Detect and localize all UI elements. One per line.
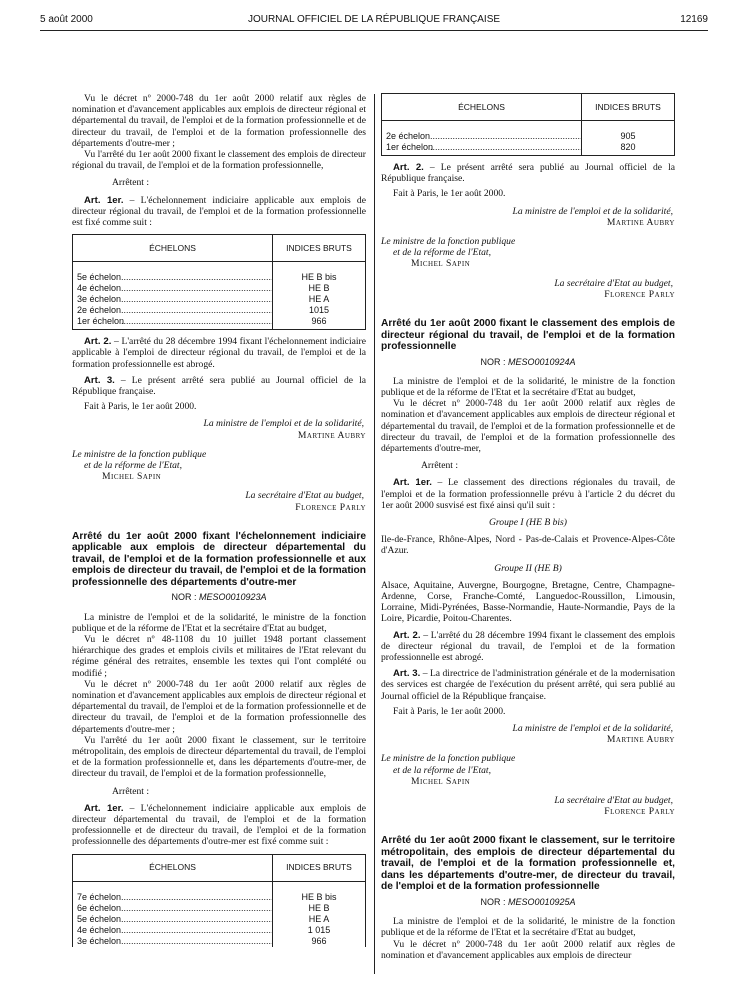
- paragraph: Vu le décret nº 2000-748 du 1er août 2000 relatif aux règles de nomination et d'avancement applicables aux emplois de directeur régional et départemental du travail, de l'emploi et de la formation professionnelle et de directeur du travail, de l'emploi et de la formation professionnelle des départements d'outre-mer ;: [72, 93, 366, 149]
- table-row: [73, 305, 366, 316]
- header-page-number: 12169: [680, 14, 708, 25]
- echelon-table-2-continued: [381, 93, 675, 156]
- paragraph: La ministre de l'emploi et de la solidarité, le ministre de la fonction publique et de la réforme de l'Etat et la secrétaire d'Etat au budget,: [72, 611, 366, 634]
- echelon-table-1: [72, 234, 366, 330]
- signatory-role: et de la réforme de l'Etat,: [393, 764, 491, 776]
- table-cell: HE A: [273, 294, 366, 305]
- article-text: – L'arrêté du 28 décembre 1994 fixant l'échelonnement indiciaire applicable à l'emploi de directeur régional du travail, de l'emploi et de la formation professionnelle est abrogé.: [72, 336, 366, 370]
- paragraph: Vu le décret nº 2000-748 du 1er août 2000 relatif aux règles de nomination et d'avancement applicables aux emplois de directeur régional et départemental du travail, de l'emploi et de la formation professionnelle et de directeur du travail, de l'emploi et de la formation professionnelle des départements d'outre-mer ;: [72, 678, 366, 735]
- table-cell: 2e échelon .....: [73, 305, 273, 316]
- nor-reference: NOR : MESO0010923A: [171, 592, 267, 603]
- article-label: Art. 1er.: [84, 802, 124, 814]
- signatory-role: La secrétaire d'Etat au budget,: [245, 490, 364, 502]
- signatory-role: La secrétaire d'Etat au budget,: [554, 795, 673, 807]
- article-text: – Le présent arrêté sera publié au Journal officiel de la République française.: [381, 162, 675, 185]
- paragraph: Vu le décret nº 48-1108 du 10 juillet 1948 portant classement hiérarchique des grades et emplois civils et militaires de l'Etat relevant du régime général des retraites, ensemble les textes qui l'ont complété ou modifié ;: [72, 633, 366, 679]
- article: [381, 477, 675, 511]
- table-row: [382, 121, 675, 143]
- signatures: [381, 723, 675, 817]
- article-text: – Le classement des directions régionales du travail, de l'emploi et de la formation professionnelle prévu à l'article 2 du décret du 1er août 2000 susvisé est fixé ainsi qu'il suit :: [381, 477, 675, 511]
- signatory-name: Florence Parly: [604, 288, 675, 300]
- group-list: Alsace, Aquitaine, Auvergne, Bourgogne, Bretagne, Centre, Champagne-Ardenne, Corse, Franche-Comté, Languedoc-Roussillon, Limousin, Lorraine, Midi-Pyrénées, Basse-Normandie, Haute-Normandie, Pays de la Loire, Picardie, Poitou-Charentes.: [381, 579, 675, 625]
- table-header: ÉCHELONS: [73, 854, 273, 881]
- signatures: [72, 418, 366, 512]
- group-heading: Groupe II (HE B): [494, 562, 562, 574]
- signatory-role: La ministre de l'emploi et de la solidarité,: [512, 205, 673, 217]
- table-row: [382, 142, 675, 156]
- paragraph: La ministre de l'emploi et de la solidarité, le ministre de la fonction publique et de la réforme de l'Etat et la secrétaire d'Etat au budget,: [381, 916, 675, 939]
- article: [72, 803, 366, 848]
- table-header: INDICES BRUTS: [273, 235, 366, 262]
- table-cell: HE B: [273, 903, 366, 914]
- nor-reference: NOR : MESO0010925A: [480, 896, 576, 907]
- header-journal-title: JOURNAL OFFICIEL DE LA RÉPUBLIQUE FRANÇAISE: [247, 14, 501, 25]
- article: [381, 162, 675, 184]
- group-heading: Groupe I (HE B bis): [489, 516, 567, 528]
- signatory-role: Le ministre de la fonction publique: [381, 753, 516, 765]
- arretent: Arrêtent :: [112, 177, 150, 189]
- paragraph: Vu l'arrêté du 1er août 2000 fixant le classement des emplois de directeur régional du travail, de l'emploi et de la formation professionnelle,: [72, 149, 366, 172]
- table-cell: HE A: [273, 914, 366, 925]
- table-row: [73, 914, 366, 925]
- header-date: 5 août 2000: [40, 14, 93, 25]
- article-label: Art. 2.: [393, 629, 421, 641]
- article-label: Art. 3.: [393, 668, 421, 680]
- article-label: Art. 2.: [393, 162, 424, 173]
- right-column: [381, 93, 675, 961]
- decree-title: Arrêté du 1er août 2000 fixant l'échelonnement indiciaire applicable aux emplois de directeur départemental du travail, de l'emploi et de la formation professionnelle et aux emplois de directeur du travail, de l'emploi et de la formation professionnelle des départements d'outre-mer: [72, 530, 366, 588]
- date-line: Fait à Paris, le 1er août 2000.: [84, 401, 197, 413]
- article-text: – Le présent arrêté sera publié au Journal officiel de la République française.: [72, 374, 366, 398]
- column-separator: [374, 94, 375, 974]
- group-list: Ile-de-France, Rhône-Alpes, Nord - Pas-de-Calais et Provence-Alpes-Côte d'Azur.: [381, 534, 675, 557]
- left-column: [72, 93, 366, 953]
- signatory-name: Martine Aubry: [606, 734, 675, 746]
- table-cell: 820: [582, 142, 675, 156]
- article: [72, 195, 366, 229]
- signatory-role: La secrétaire d'Etat au budget,: [554, 277, 673, 289]
- signatory-role: Le ministre de la fonction publique: [72, 448, 207, 460]
- signatory-role: La ministre de l'emploi et de la solidarité,: [203, 418, 364, 430]
- article-text: – L'échelonnement indiciaire applicable aux emplois de directeur régional du travail, de l'emploi et de la formation professionnelle est fixé comme suit :: [72, 194, 366, 229]
- table-cell: HE B bis: [273, 262, 366, 284]
- table-row: [73, 936, 366, 947]
- article-text: – La directrice de l'administration générale et de la modernisation des services est chargée de l'exécution du présent arrêté, qui sera publié au Journal officiel de la République française.: [381, 668, 675, 702]
- paragraph: Vu le décret nº 2000-748 du 1er août 2000 relatif aux règles de nomination et d'avancement applicables aux emplois de directeur: [381, 938, 675, 961]
- table-row: [73, 316, 366, 330]
- table-row: [73, 294, 366, 305]
- table-cell: 1er échelon .....: [73, 316, 273, 330]
- signatory-role: Le ministre de la fonction publique: [381, 236, 516, 248]
- table-row: [73, 925, 366, 936]
- article-text: – L'échelonnement indiciaire applicable aux emplois de directeur départemental du travail, de l'emploi et de la formation professionnelle et de directeur du travail, de l'emploi et de la formation professionnelle des départements d'outre-mer est fixé comme suit :: [72, 802, 366, 848]
- table-cell: 1015: [273, 305, 366, 316]
- article-label: Art. 3.: [84, 374, 115, 386]
- article-text: – L'arrêté du 28 décembre 1994 fixant le classement des emplois de directeur régional du travail, de l'emploi et de la formation professionnelle est abrogé.: [381, 629, 675, 663]
- page-header: [40, 14, 708, 28]
- article: [72, 336, 366, 370]
- table-cell: HE B bis: [273, 881, 366, 903]
- table-cell: HE B: [273, 283, 366, 294]
- table-cell: 1 015: [273, 925, 366, 936]
- article-label: Art. 2.: [84, 336, 112, 348]
- article-label: Art. 1er.: [393, 477, 432, 489]
- article: [381, 630, 675, 664]
- table-header: INDICES BRUTS: [273, 854, 366, 881]
- table-cell: 6e échelon .....: [73, 903, 273, 914]
- signatory-name: Michel Sapin: [102, 471, 162, 483]
- table-header: INDICES BRUTS: [582, 94, 675, 121]
- signatory-name: Michel Sapin: [411, 258, 471, 270]
- signatory-role: La ministre de l'emploi et de la solidarité,: [512, 723, 673, 735]
- echelon-table-2: [72, 854, 366, 947]
- article: [381, 668, 675, 702]
- decree-title: Arrêté du 1er août 2000 fixant le classement, sur le territoire métropolitain, des emplois de directeur départemental du travail, de l'emploi et de la formation professionnelle et, dans les départements d'outre-mer, de directeur du travail, de l'emploi et de la formation professionnelle: [381, 835, 675, 893]
- table-cell: 3e échelon .....: [73, 294, 273, 305]
- signatory-role: et de la réforme de l'Etat,: [393, 247, 491, 259]
- table-cell: 4e échelon .....: [73, 925, 273, 936]
- table-cell: 966: [273, 316, 366, 330]
- signatory-name: Florence Parly: [604, 806, 675, 818]
- signatory-name: Michel Sapin: [411, 775, 471, 787]
- table-row: [73, 881, 366, 903]
- table-header: ÉCHELONS: [73, 235, 273, 262]
- signatory-name: Martine Aubry: [297, 429, 366, 441]
- table-header: ÉCHELONS: [382, 94, 582, 121]
- table-row: [73, 283, 366, 294]
- table-cell: 4e échelon .....: [73, 283, 273, 294]
- table-cell: 1er échelon .....: [382, 142, 582, 156]
- paragraph: Vu l'arrêté du 1er août 2000 fixant le classement, sur le territoire métropolitain, des emplois de directeur départemental du travail, de l'emploi et de la formation professionnelle et, dans les départements d'outre-mer, de directeur du travail, de l'emploi et de la formation professionnelle,: [72, 734, 366, 780]
- signatory-role: et de la réforme de l'Etat,: [84, 460, 182, 472]
- table-cell: 2e échelon .....: [382, 121, 582, 143]
- table-cell: 966: [273, 936, 366, 947]
- table-row: [73, 903, 366, 914]
- table-cell: 7e échelon .....: [73, 881, 273, 903]
- signatory-name: Martine Aubry: [606, 216, 675, 228]
- nor-reference: NOR : MESO0010924A: [480, 356, 576, 367]
- table-cell: 3e échelon .....: [73, 936, 273, 947]
- signatory-name: Florence Parly: [295, 501, 366, 513]
- date-line: Fait à Paris, le 1er août 2000.: [393, 705, 506, 717]
- article: [72, 375, 366, 397]
- paragraph: La ministre de l'emploi et de la solidarité, le ministre de la fonction publique et de la réforme de l'Etat et la secrétaire d'Etat au budget,: [381, 375, 675, 398]
- table-cell: 905: [582, 121, 675, 143]
- paragraph: Vu le décret nº 2000-748 du 1er août 2000 relatif aux règles de nomination et d'avancement applicables aux emplois de directeur régional et départemental du travail, de l'emploi et de la formation professionnelle et de directeur du travail, de l'emploi et de la formation professionnelle des départements d'outre-mer,: [381, 398, 675, 454]
- table-cell: 5e échelon .....: [73, 262, 273, 284]
- arretent: Arrêtent :: [421, 460, 459, 472]
- article-label: Art. 1er.: [84, 194, 124, 206]
- arretent: Arrêtent :: [112, 785, 150, 797]
- table-cell: 5e échelon .....: [73, 914, 273, 925]
- table-row: [73, 262, 366, 284]
- signatures: [381, 206, 675, 300]
- header-rule: [40, 30, 708, 31]
- date-line: Fait à Paris, le 1er août 2000.: [393, 188, 506, 200]
- decree-title: Arrêté du 1er août 2000 fixant le classement des emplois de directeur régional du travail, de l'emploi et de la formation professionnelle: [381, 318, 675, 353]
